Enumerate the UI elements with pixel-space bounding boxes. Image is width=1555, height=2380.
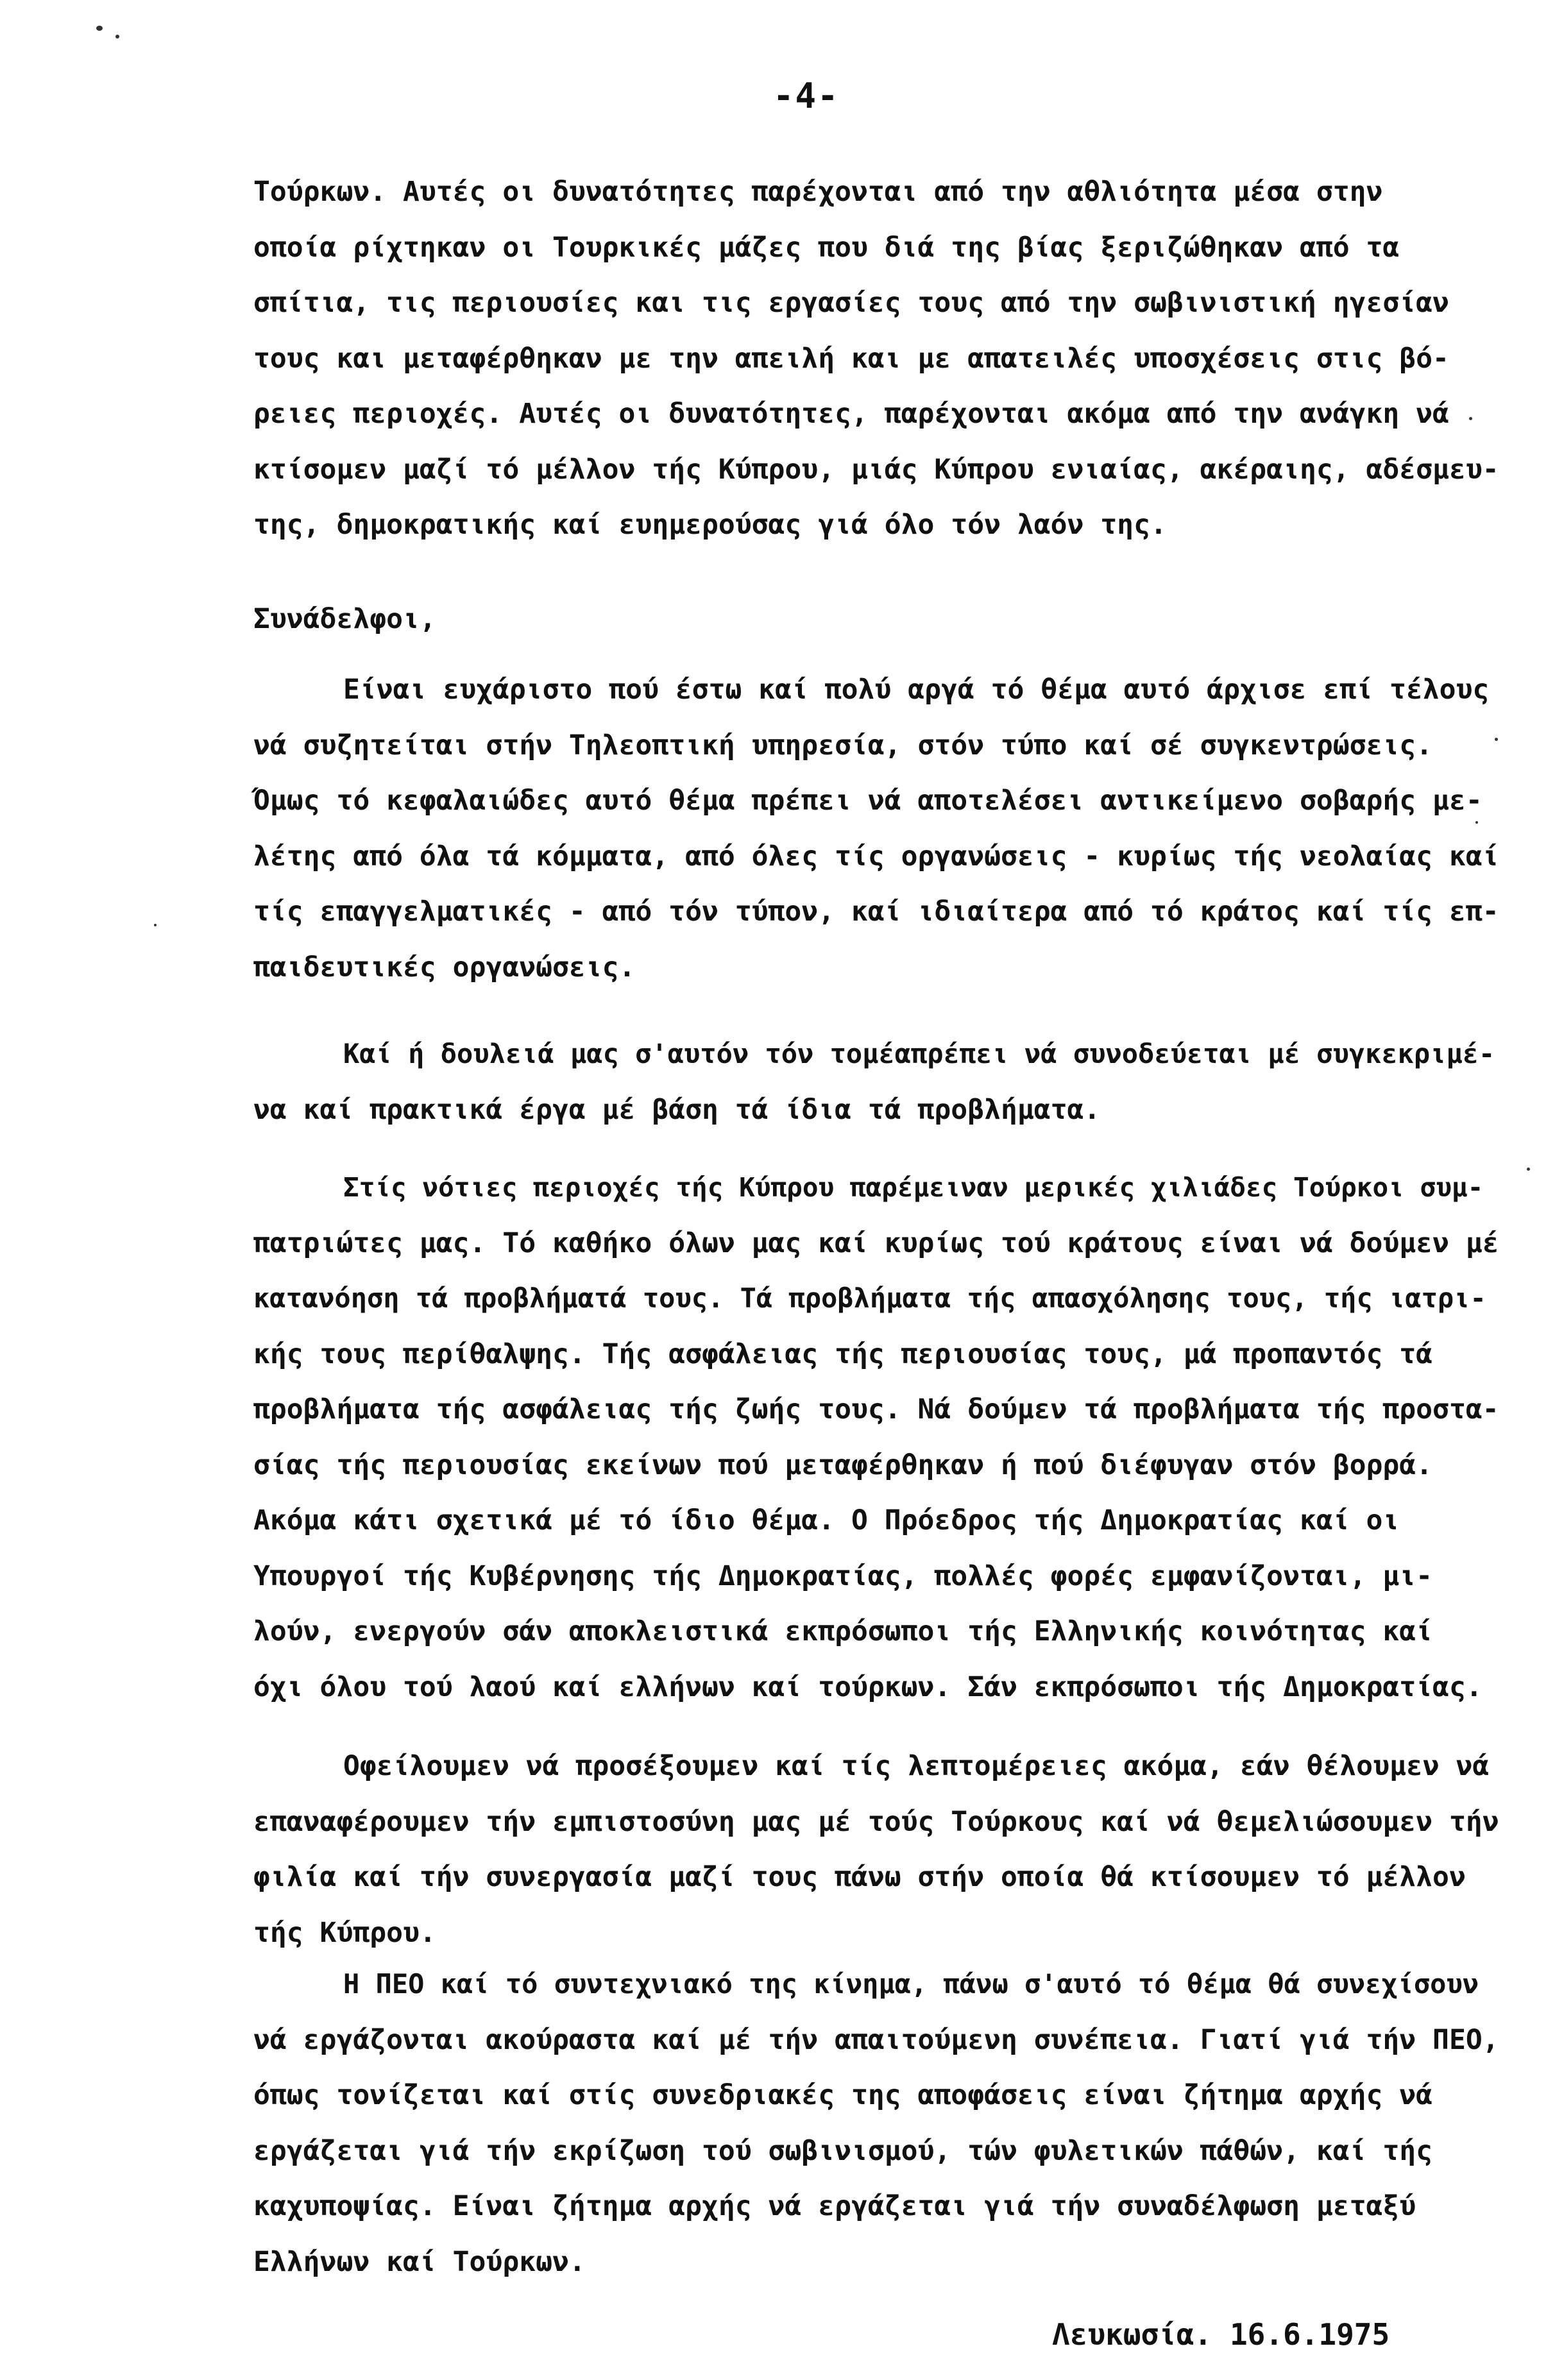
scan-speck (154, 924, 157, 926)
text-line: εργάζεται γιά τήν εκρίζωση τού σωβινισμού, τών φυλετικών πάθών, καί τής (253, 2134, 1433, 2167)
paragraph-1 (253, 164, 1504, 553)
paragraph-7 (253, 1957, 1504, 2290)
text-line: προβλήματα τής ασφάλειας τής ζωής τους. Νά δούμεν τά προβλήματα τής προστα- (253, 1393, 1499, 1425)
paragraph-5 (253, 1160, 1504, 1715)
text-line: Η ΠΕΟ καί τό συντεχνιακό της κίνημα, πάνω σ'αυτό τό θέμα θά συνεχίσουν (343, 1968, 1479, 2000)
text-line: επαναφέρουμεν τήν εμπιστοσύνη μας μέ τούς Τούρκους καί νά θεμελιώσουμεν τήν (253, 1805, 1499, 1838)
paragraph-6 (253, 1738, 1504, 1960)
page-number: -4- (773, 76, 840, 116)
text-line: νά συζητείται στήν Τηλεοπτική υπηρεσία, στόν τύπο καί σέ συγκεντρώσεις. (253, 729, 1433, 761)
text-line: νά εργάζονται ακούραστα καί μέ τήν απαιτούμενη συνέπεια. Γιατί γιά τήν ΠΕΟ, (253, 2023, 1499, 2056)
text-line: Ακόμα κάτι σχετικά μέ τό ίδιο θέμα. Ο Πρόεδρος τής Δημοκρατίας καί οι (253, 1504, 1400, 1536)
text-line: Στίς νότιες περιοχές τής Κύπρου παρέμειναν μερικές χιλιάδες Τούρκοι συμ- (343, 1172, 1484, 1203)
text-line: Όμως τό κεφαλαιώδες αυτό θέμα πρέπει νά αποτελέσει αντικείμενο σοβαρής με- (253, 785, 1483, 817)
scan-speck (1495, 738, 1498, 741)
text-line: κτίσομεν μαζί τό μέλλον τής Κύπρου, μιάς Κύπρου ενιαίας, ακέραιης, αδέσμευ- (253, 453, 1499, 486)
text-line: παιδευτικές οργανώσεις. (253, 951, 636, 983)
salutation (253, 591, 1504, 647)
paragraph-3 (253, 662, 1504, 995)
text-line: Ελλήνων καί Τούρκων. (253, 2245, 586, 2278)
text-line: Οφείλουμεν νά προσέξουμεν καί τίς λεπτομέρειες ακόμα, εάν θέλουμεν νά (343, 1750, 1490, 1782)
text-line: Τούρκων. Αυτές οι δυνατότητες παρέχονται από την αθλιότητα μέσα στην (253, 176, 1383, 208)
text-line: λέτης από όλα τά κόμματα, από όλες τίς οργανώσεις - κυρίως τής νεολαίας καί (253, 840, 1499, 872)
text-line: σπίτια, τις περιουσίες και τις εργασίες τους από την σωβινιστική ηγεσίαν (253, 287, 1449, 319)
text-line: τίς επαγγελματικές - από τόν τύπον, καί ιδιαίτερα από τό κράτος καί τίς επ- (253, 896, 1499, 928)
text-line: καχυποψίας. Είναι ζήτημα αρχής νά εργάζεται γιά τήν συναδέλφωση μεταξύ (253, 2190, 1416, 2222)
text-line: Συνάδελφοι, (253, 603, 436, 635)
scan-speck (1469, 417, 1472, 420)
scan-speck (96, 26, 103, 31)
scan-speck (1475, 821, 1478, 824)
text-line: σίας τής περιουσίας εκείνων πού μεταφέρθηκαν ή πού διέφυγαν στόν βορρά. (253, 1449, 1433, 1481)
text-line: οποία ρίχτηκαν οι Τουρκικές μάζες που διά της βίας ξεριζώθηκαν από τα (253, 231, 1400, 264)
text-line: Καί ή δουλειά μας σ'αυτόν τόν τομέαπρέπει νά συνοδεύεται μέ συγκεκριμέ- (343, 1038, 1495, 1069)
text-line: κατανόηση τά προβλήματά τους. Τά προβλήματα τής απασχόλησης τους, τής ιατρι- (253, 1282, 1486, 1314)
text-line: όπως τονίζεται καί στίς συνεδριακές της αποφάσεις είναι ζήτημα αρχής νά (253, 2079, 1433, 2111)
text-line: κής τους περίθαλψης. Τής ασφάλειας τής περιουσίας τους, μά προπαντός τά (253, 1338, 1433, 1370)
text-line: φιλία καί τήν συνεργασία μαζί τους πάνω στήν οποία θά κτίσουμεν τό μέλλον (253, 1861, 1466, 1893)
text-line: της, δημοκρατικής καί ευημερούσας γιά όλο τόν λαόν της. (253, 509, 1167, 541)
scan-speck (115, 35, 119, 38)
text-line: πατριώτες μας. Τό καθήκο όλων μας καί κυρίως τού κράτους είναι νά δούμεν μέ (253, 1227, 1499, 1259)
scan-speck (1527, 1168, 1530, 1171)
text-line: να καί πρακτικά έργα μέ βάση τά ίδια τά προβλήματα. (253, 1093, 1101, 1126)
text-line: Είναι ευχάριστο πού έστω καί πολύ αργά τό θέμα αυτό άρχισε επί τέλους (343, 674, 1490, 706)
text-line: τής Κύπρου. (253, 1916, 436, 1949)
text-line: τους και μεταφέρθηκαν με την απειλή και με απατειλές υποσχέσεις στις βό- (253, 342, 1449, 375)
text-line: λούν, ενεργούν σάν αποκλειστικά εκπρόσωποι τής Ελληνικής κοινότητας καί (253, 1615, 1433, 1647)
text-line: όχι όλου τού λαού καί ελλήνων καί τούρκων. Σάν εκπρόσωποι τής Δημοκρατίας. (253, 1670, 1483, 1703)
text-line: ρειες περιοχές. Αυτές οι δυνατότητες, παρέχονται ακόμα από την ανάγκη νά (253, 398, 1449, 430)
place-date-signoff: Λευκωσία. 16.6.1975 (1052, 2317, 1390, 2352)
paragraph-4 (253, 1026, 1504, 1137)
text-line: Υπουργοί τής Κυβέρνησης τής Δημοκρατίας, πολλές φορές εμφανίζονται, μι- (253, 1560, 1433, 1592)
